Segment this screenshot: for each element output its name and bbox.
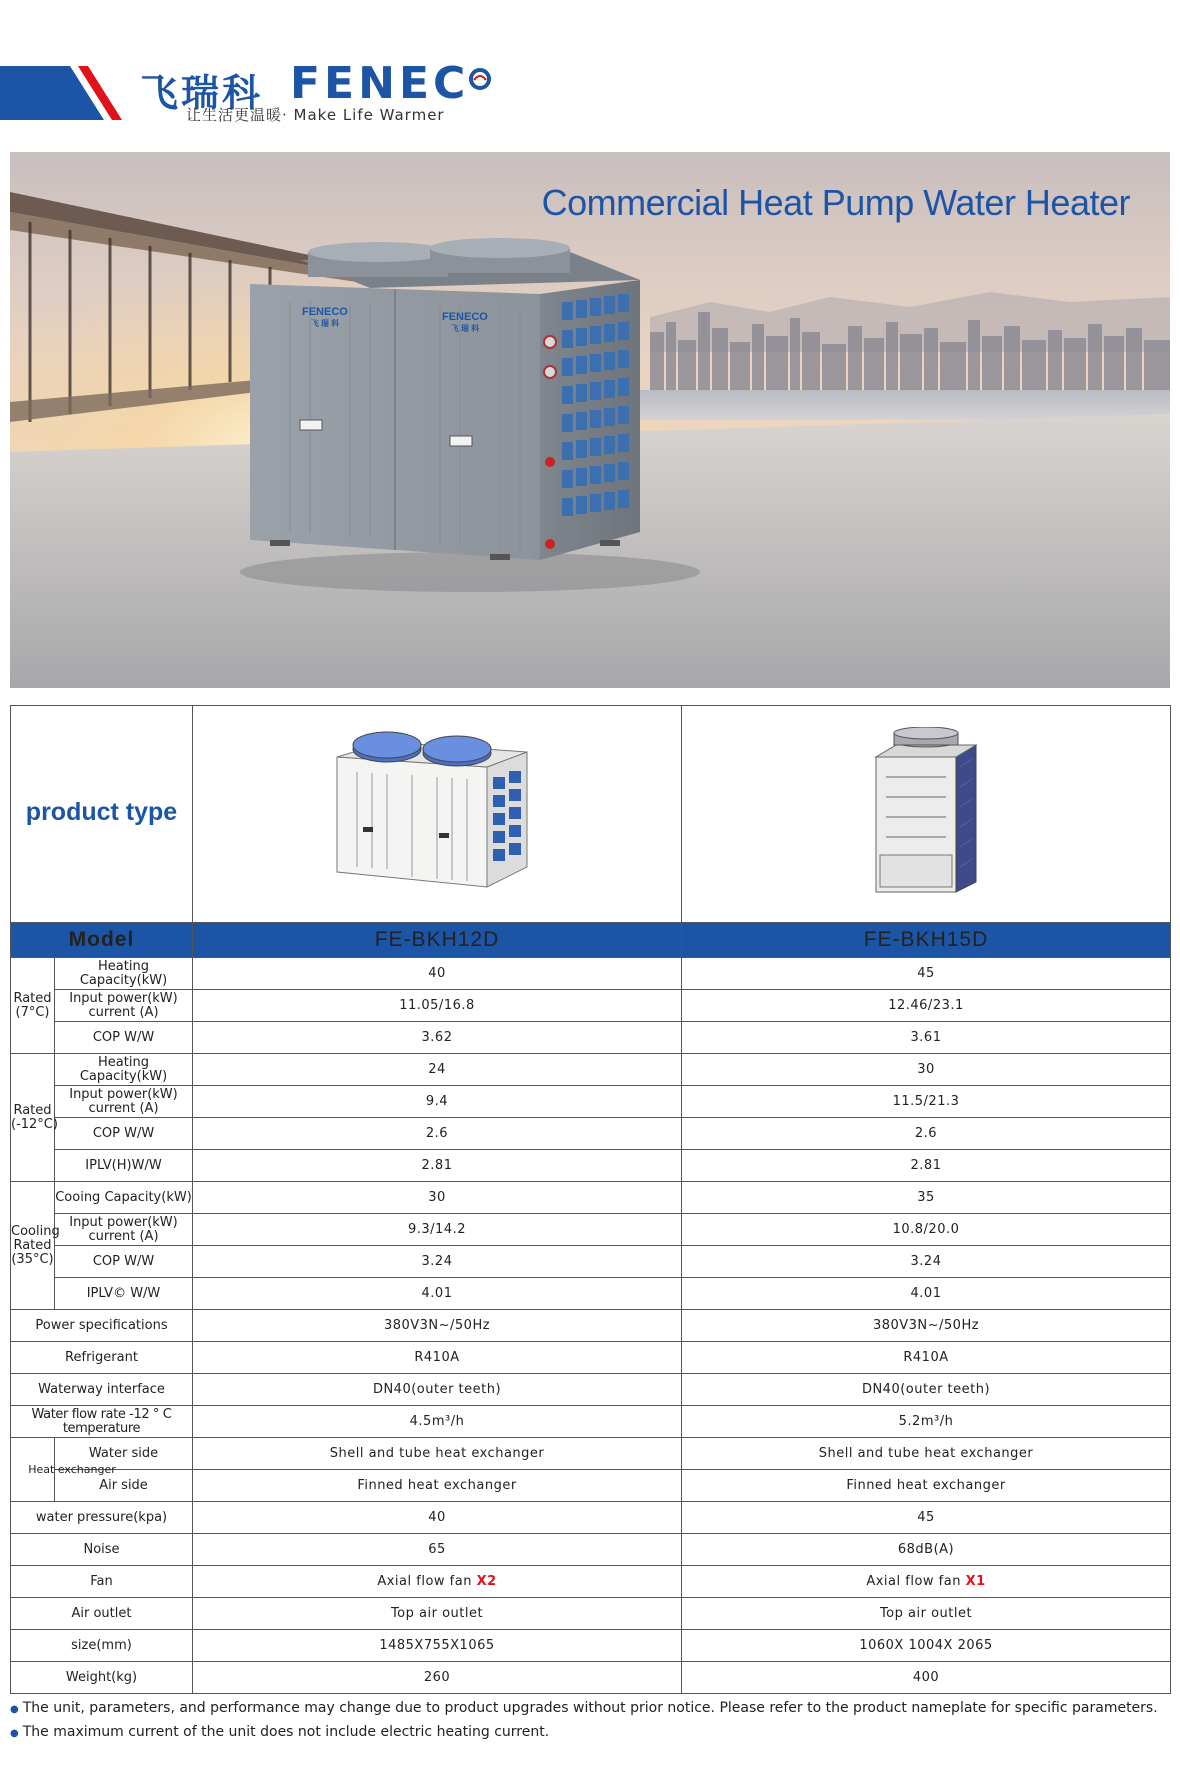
banner-title: Commercial Heat Pump Water Heater [541, 182, 1130, 223]
value-cell: 5.2m³/h [682, 1406, 1171, 1438]
value-cell: Top air outlet [682, 1598, 1171, 1630]
table-row [11, 1406, 1171, 1438]
table-row [11, 1278, 1171, 1310]
brand-slogan: 让生活更温暖· Make Life Warmer [186, 106, 445, 124]
row-label: size(mm) [11, 1630, 193, 1662]
value-cell: Finned heat exchanger [193, 1470, 682, 1502]
value-cell: 9.4 [193, 1086, 682, 1118]
footnote-2: ● The maximum current of the unit does not include electric heating current. [10, 1724, 550, 1740]
fe-bkh12d-product-image [327, 727, 547, 897]
value-cell: 30 [193, 1182, 682, 1214]
value-cell: 12.46/23.1 [682, 990, 1171, 1022]
value-cell: 45 [682, 958, 1171, 990]
value-cell: 4.01 [682, 1278, 1171, 1310]
table-row [11, 958, 1171, 990]
bullet-icon: ● [10, 1728, 19, 1739]
value-cell: 3.61 [682, 1022, 1171, 1054]
value-cell: 260 [193, 1662, 682, 1694]
table-row [11, 1598, 1171, 1630]
table-row [11, 1374, 1171, 1406]
fan-type-text: Axial flow fan [377, 1573, 477, 1589]
value-cell: 45 [682, 1502, 1171, 1534]
table-row [11, 1022, 1171, 1054]
row-label: Cooing Capacity(kW) [55, 1182, 193, 1214]
hero-banner [10, 152, 1170, 688]
value-cell: 65 [193, 1534, 682, 1566]
row-label: Waterway interface [11, 1374, 193, 1406]
unit-logo-left: FENECO 飞 瑞 科 [302, 306, 348, 328]
heat-exchanger-label: Heat exchanger [28, 1463, 116, 1476]
value-cell: 4.01 [193, 1278, 682, 1310]
value-cell: 380V3N~/50Hz [682, 1310, 1171, 1342]
row-label: Air outlet [11, 1598, 193, 1630]
row-label: Water side [55, 1438, 193, 1470]
value-cell: 1060X 1004X 2065 [682, 1630, 1171, 1662]
table-row [11, 1630, 1171, 1662]
value-cell: 1485X755X1065 [193, 1630, 682, 1662]
model-name-2: FE-BKH15D [682, 923, 1171, 958]
brand-name-english: FENEC [290, 58, 470, 109]
row-label: COP W/W [55, 1246, 193, 1278]
fan-type-text: Axial flow fan [866, 1573, 966, 1589]
value-cell: 2.6 [193, 1118, 682, 1150]
spec-table [10, 705, 1171, 1694]
value-cell: Shell and tube heat exchanger [193, 1438, 682, 1470]
product-type-row [11, 706, 1171, 923]
row-label: COP W/W [55, 1118, 193, 1150]
value-cell: 3.24 [682, 1246, 1171, 1278]
table-row [11, 1086, 1171, 1118]
value-cell: Top air outlet [193, 1598, 682, 1630]
hero-scene-illustration [10, 152, 1170, 688]
row-label: Weight(kg) [11, 1662, 193, 1694]
row-label: Input power(kW) current (A) [55, 1086, 193, 1118]
value-cell: 3.24 [193, 1246, 682, 1278]
value-cell: DN40(outer teeth) [682, 1374, 1171, 1406]
row-label: Input power(kW) current (A) [55, 1214, 193, 1246]
row-label: Noise [11, 1534, 193, 1566]
value-cell: 4.5m³/h [193, 1406, 682, 1438]
value-cell: DN40(outer teeth) [193, 1374, 682, 1406]
product-type-label: product type [25, 797, 178, 826]
value-cell [682, 1566, 1171, 1598]
value-cell: 11.05/16.8 [193, 990, 682, 1022]
value-cell: 40 [193, 1502, 682, 1534]
row-label: Fan [11, 1566, 193, 1598]
product-type-label-cell [11, 706, 193, 923]
group-cooling-rated: Cooling Rated (35°C) [11, 1182, 55, 1310]
table-row [11, 1150, 1171, 1182]
value-cell: 40 [193, 958, 682, 990]
brand-stripes-icon [0, 66, 128, 120]
table-row [11, 1310, 1171, 1342]
row-label: IPLV© W/W [55, 1278, 193, 1310]
model-label: Model [11, 923, 193, 958]
product-image-cell-2 [682, 706, 1171, 923]
value-cell: 2.81 [193, 1150, 682, 1182]
fe-bkh15d-product-image [866, 727, 986, 897]
row-label: COP W/W [55, 1022, 193, 1054]
product-image-cell-1 [193, 706, 682, 923]
model-name-1: FE-BKH12D [193, 923, 682, 958]
row-label: Air side [55, 1470, 193, 1502]
table-row [11, 1438, 1171, 1470]
table-row [11, 1182, 1171, 1214]
value-cell: Finned heat exchanger [682, 1470, 1171, 1502]
table-row [11, 1246, 1171, 1278]
group-rated-7: Rated (7°C) [11, 958, 55, 1054]
row-label: IPLV(H)W/W [55, 1150, 193, 1182]
table-row [11, 1054, 1171, 1086]
row-label: Heating Capacity(kW) [55, 958, 193, 990]
row-label: Power specifications [11, 1310, 193, 1342]
value-cell: R410A [682, 1342, 1171, 1374]
value-cell: 2.81 [682, 1150, 1171, 1182]
table-row [11, 1342, 1171, 1374]
row-label: Water flow rate -12 ° C temperature [11, 1406, 193, 1438]
value-cell: 24 [193, 1054, 682, 1086]
unit-logo-right: FENECO 飞 瑞 科 [442, 311, 488, 333]
value-cell: 11.5/21.3 [682, 1086, 1171, 1118]
footnotes [10, 1697, 1170, 1745]
value-cell: 9.3/14.2 [193, 1214, 682, 1246]
value-cell: 380V3N~/50Hz [193, 1310, 682, 1342]
row-label: Input power(kW) current (A) [55, 990, 193, 1022]
value-cell: 2.6 [682, 1118, 1171, 1150]
value-cell: 400 [682, 1662, 1171, 1694]
row-label: water pressure(kpa) [11, 1502, 193, 1534]
header [0, 0, 1180, 150]
fan-count: X2 [476, 1573, 497, 1589]
value-cell: Shell and tube heat exchanger [682, 1438, 1171, 1470]
row-label: Heating Capacity(kW) [55, 1054, 193, 1086]
table-row [11, 990, 1171, 1022]
model-row [11, 923, 1171, 958]
value-cell: 68dB(A) [682, 1534, 1171, 1566]
value-cell: 10.8/20.0 [682, 1214, 1171, 1246]
table-row [11, 1214, 1171, 1246]
row-label: Refrigerant [11, 1342, 193, 1374]
footnote-1: ● The unit, parameters, and performance may change due to product upgrades without prior notice. Please refer to the product nameplate for specific parameters. [10, 1700, 1158, 1716]
fan-count: X1 [965, 1573, 986, 1589]
value-cell: 35 [682, 1182, 1171, 1214]
value-cell: 30 [682, 1054, 1171, 1086]
value-cell: R410A [193, 1342, 682, 1374]
table-row [11, 1502, 1171, 1534]
table-row [11, 1534, 1171, 1566]
group-rated-minus-12: Rated (-12°C) [11, 1054, 55, 1182]
bullet-icon: ● [10, 1704, 19, 1715]
table-row [11, 1470, 1171, 1502]
value-cell: 3.62 [193, 1022, 682, 1054]
brand-o-logo-icon [469, 68, 491, 90]
value-cell [193, 1566, 682, 1598]
table-row [11, 1118, 1171, 1150]
table-row [11, 1566, 1171, 1598]
table-row [11, 1662, 1171, 1694]
brand-name-chinese: 飞瑞科 [140, 71, 264, 115]
